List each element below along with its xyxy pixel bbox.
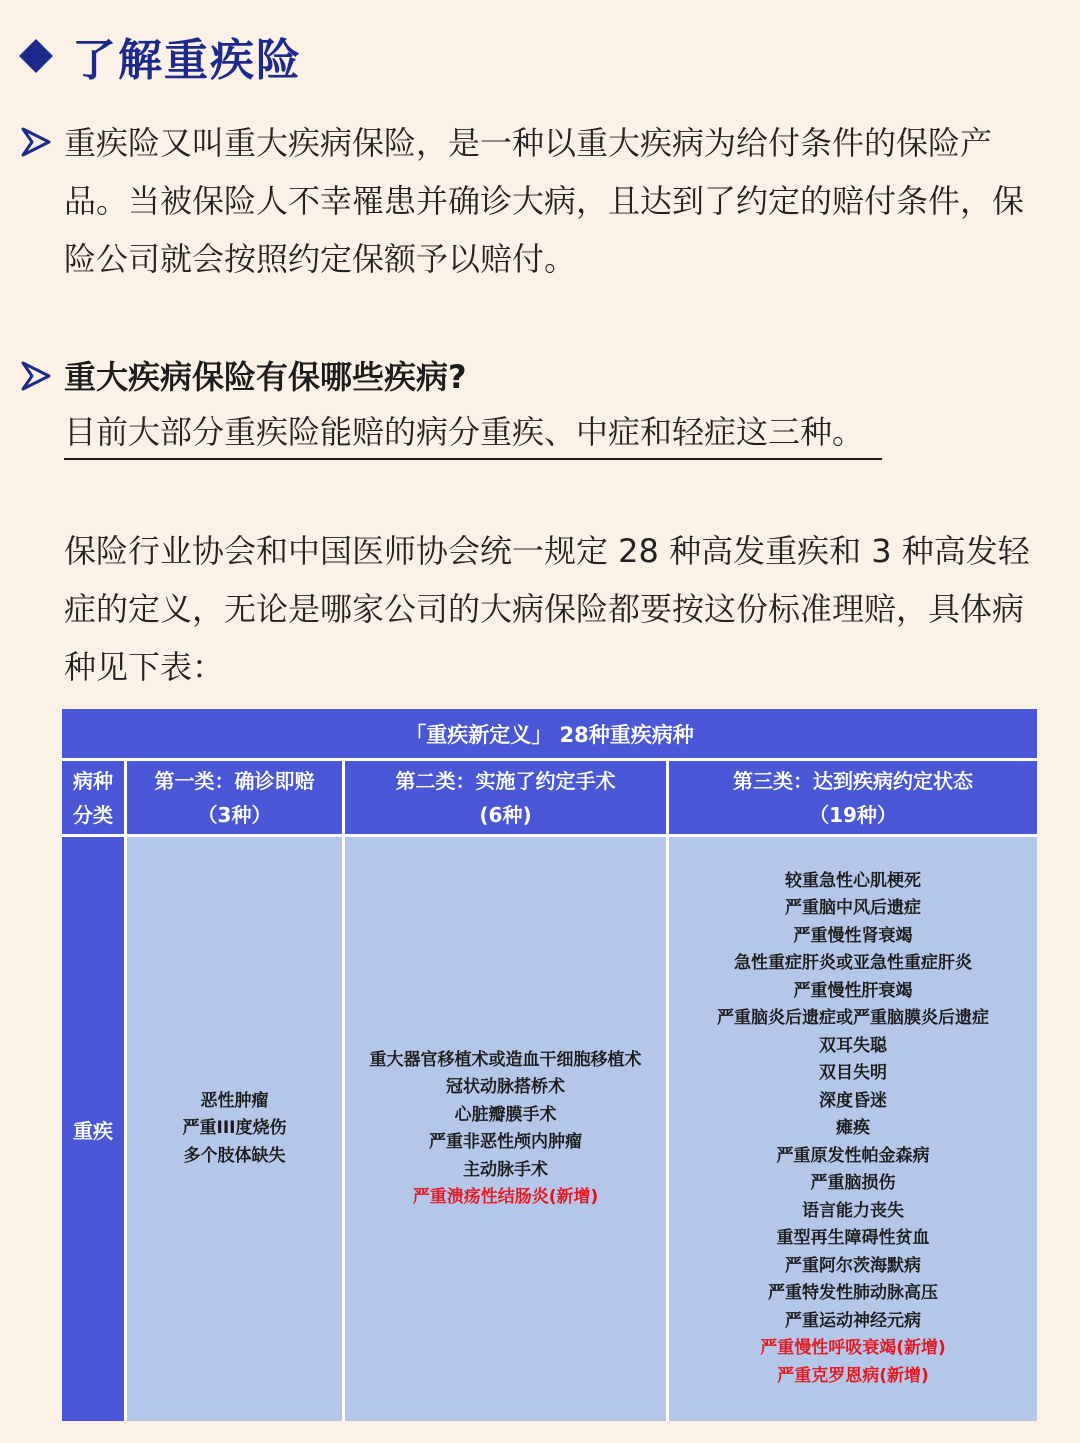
row-label: 重疾: [62, 837, 124, 1421]
header-col1-line2: （3种）: [197, 802, 272, 827]
header-col3-line2: （19种）: [809, 802, 897, 827]
disease-item: 严重III度烧伤: [182, 1118, 287, 1139]
disease-item: 严重特发性肺动脉高压: [768, 1283, 938, 1304]
disease-item: 严重脑中风后遗症: [785, 898, 921, 919]
disease-item: 多个肢体缺失: [183, 1145, 286, 1166]
table-title: 「重疾新定义」 28种重疾病种: [62, 709, 1037, 758]
col1-disease-list: [127, 837, 342, 1421]
page-heading: [18, 26, 302, 86]
disease-item: 双耳失聪: [819, 1035, 887, 1056]
disease-item: 严重慢性呼吸衰竭(新增): [760, 1338, 946, 1359]
standard-paragraph: 保险行业协会和中国医师协会统一规定 28 种高发重疾和 3 种高发轻症的定义，无论是哪家公司的大病保险都要按这份标准理赔，具体病种见下表：: [64, 532, 1030, 686]
question-heading: 重大疾病保险有保哪些疾病?: [64, 358, 467, 396]
header-col2-line2: (6种): [479, 802, 532, 827]
header-category-line2: 分类: [73, 802, 113, 827]
disease-table: [62, 709, 1037, 1421]
header-col1: [127, 761, 342, 834]
disease-item: 严重克罗恩病(新增): [777, 1365, 929, 1386]
disease-item: 主动脉手术: [463, 1159, 548, 1180]
disease-item: 恶性肿瘤: [200, 1090, 269, 1111]
header-category: [62, 761, 124, 834]
disease-item: 冠状动脉搭桥术: [446, 1077, 565, 1097]
col3-disease-list: [669, 837, 1037, 1421]
page-title: 了解重疾险: [72, 35, 302, 86]
diamond-icon: [19, 39, 53, 73]
header-col3-line1: 第三类：达到疾病约定状态: [733, 768, 973, 793]
disease-item: 深度昏迷: [819, 1090, 887, 1111]
disease-item: 急性重症肝炎或亚急性重症肝炎: [734, 953, 972, 974]
header-col3: [669, 761, 1037, 834]
disease-item: 语言能力丧失: [802, 1200, 904, 1221]
intro-paragraph: 重疾险又叫重大疾病保险，是一种以重大疾病为给付条件的保险产品。当被保险人不幸罹患并确诊大病，且达到了约定的赔付条件，保险公司就会按照约定保额予以赔付。: [64, 124, 1025, 278]
question-answer: 目前大部分重疾险能赔的病分重疾、中症和轻症这三种。: [64, 406, 882, 460]
header-col2-line1: 第二类：实施了约定手术: [395, 768, 616, 793]
col2-disease-list: [345, 837, 666, 1421]
header-col1-line1: 第一类：确诊即赔: [154, 768, 315, 793]
disease-item: 瘫痪: [836, 1118, 870, 1139]
disease-item: 双目失明: [819, 1063, 887, 1084]
disease-item: 严重原发性帕金森病: [776, 1145, 930, 1166]
disease-item: 严重运动神经元病: [785, 1310, 921, 1331]
disease-item: 严重脑炎后遗症或严重脑膜炎后遗症: [717, 1008, 989, 1029]
arrow-bullet-icon: [20, 126, 52, 158]
disease-item: 重型再生障碍性贫血: [776, 1228, 930, 1249]
disease-item: 严重慢性肾衰竭: [793, 925, 913, 946]
header-col2: [345, 761, 666, 834]
disease-item: 重大器官移植术或造血干细胞移植术: [369, 1049, 642, 1070]
header-category-line1: 病种: [73, 768, 113, 793]
disease-item: 严重慢性肝衰竭: [793, 980, 913, 1001]
disease-item: 心脏瓣膜手术: [454, 1104, 557, 1125]
disease-item: 严重脑损伤: [810, 1173, 896, 1194]
disease-item: 严重非恶性颅内肿瘤: [429, 1132, 582, 1152]
disease-item: 较重急性心肌梗死: [785, 870, 921, 891]
disease-item: 严重阿尔茨海默病: [785, 1255, 921, 1276]
disease-item: 严重溃疡性结肠炎(新增): [412, 1187, 599, 1207]
arrow-bullet-icon: [20, 360, 52, 392]
